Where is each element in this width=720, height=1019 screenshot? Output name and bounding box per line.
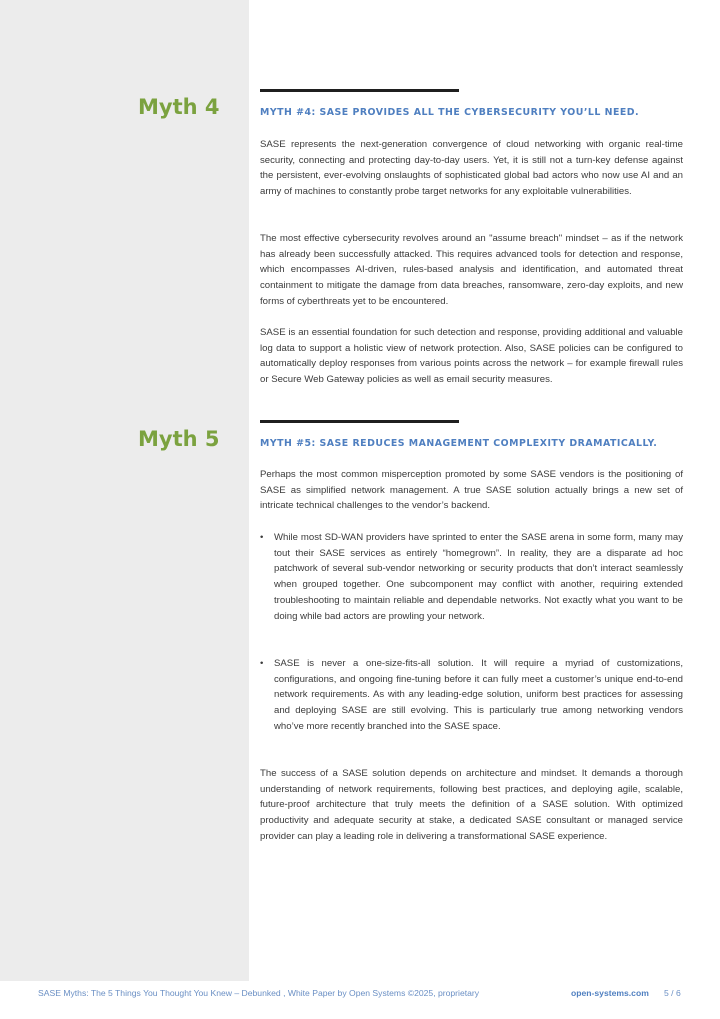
myth-4-label: Myth 4 [138,95,220,119]
conclusion-paragraph: The success of a SASE solution depends on architecture and mindset. It demands a thorough understanding of network requirements, following best practices, and deploying agile, scalable, future-proof architecture that truly meets the definition of a SASE solution. With optimized productivity and adequate security at stake, a dedicated SASE consultant or managed service provider can play a leading role in delivering a transformational SASE experience. [260,768,683,842]
myth-5-heading: MYTH #5: SASE REDUCES MANAGEMENT COMPLEXITY DRAMATICALLY. [260,438,658,449]
footer-page-number: 5 / 6 [664,988,681,998]
myth-4-paragraph-1: SASE represents the next-generation convergence of cloud networking with organic real-time security, connecting and protecting day-to-day users. Yet, it is still not a turn-key defense against the persistent, ever-evolving onslaughts of sophisticated global bad actors who now use AI and an army of machines to constantly probe target networks for any exploitable vulnerabilities. [260,139,683,198]
myth-4-heading: MYTH #4: SASE PROVIDES ALL THE CYBERSECURITY YOU’LL NEED. [260,107,640,118]
section-divider-myth-5 [260,420,459,423]
bullet-text: SASE is never a one-size-fits-all solution. It will require a myriad of customizations, configurations, and ongoing fine-tuning before it can fully meet a customer’s unique end-to-end network requirements. As with any leading-edge solution, uniform best practices for assessing and deploying SASE are still evolving. This is particularly true among networking vendors who’ve more recently branched into the SASE space. [274,658,683,732]
bullet-text: While most SD-WAN providers have sprinted to enter the SASE arena in some form, many may tout their SASE services as entirely “homegrown”. In reality, they are a disparate ad hoc patchwork of several sub-vendor networking or security products that don’t interact seamlessly when grouped together. One subcomponent may conflict with another, requiring extended troubleshooting to maintain reliable and dependable networks. Not exactly what you want to be doing while bad actors are prowling your network. [274,532,683,622]
bullet-item [260,530,683,624]
myth-5-label: Myth 5 [138,427,220,451]
footer-website-link[interactable]: open-systems.com [571,988,649,998]
myth-4-paragraph-2: The most effective cybersecurity revolves around an "assume breach" mindset – as if the network has already been successfully attacked. This requires advanced tools for detection and response, which encompasses AI-driven, rules-based analysis and identification, and automated threat containment to mitigate the damage from data breaches, ransomware, zero-day exploits, and new forms of cyberthreats yet to be encountered. [260,233,683,307]
bullet-dot-icon: • [260,532,264,543]
bullet-item [260,656,683,735]
myth-4-paragraph-3: SASE is an essential foundation for such detection and response, providing additional and valuable log data to support a holistic view of network protection. Also, SASE policies can be configured to automatically deploy responses from various points across the network – for example firewall rules or Secure Web Gateway policies as well as email security measures. [260,327,683,386]
page-sidebar [0,0,249,981]
bullet-dot-icon: • [260,658,264,669]
footer-document-title: SASE Myths: The 5 Things You Thought You Knew – Debunked , White Paper by Open Systems ©2025, proprietary [38,988,480,998]
section-divider-myth-4 [260,89,459,92]
myth-5-intro-paragraph: Perhaps the most common misperception promoted by some SASE vendors is the positioning of SASE as simplified network management. A true SASE solution actually brings a new set of intricate technical challenges to the vendor’s backend. [260,469,683,512]
